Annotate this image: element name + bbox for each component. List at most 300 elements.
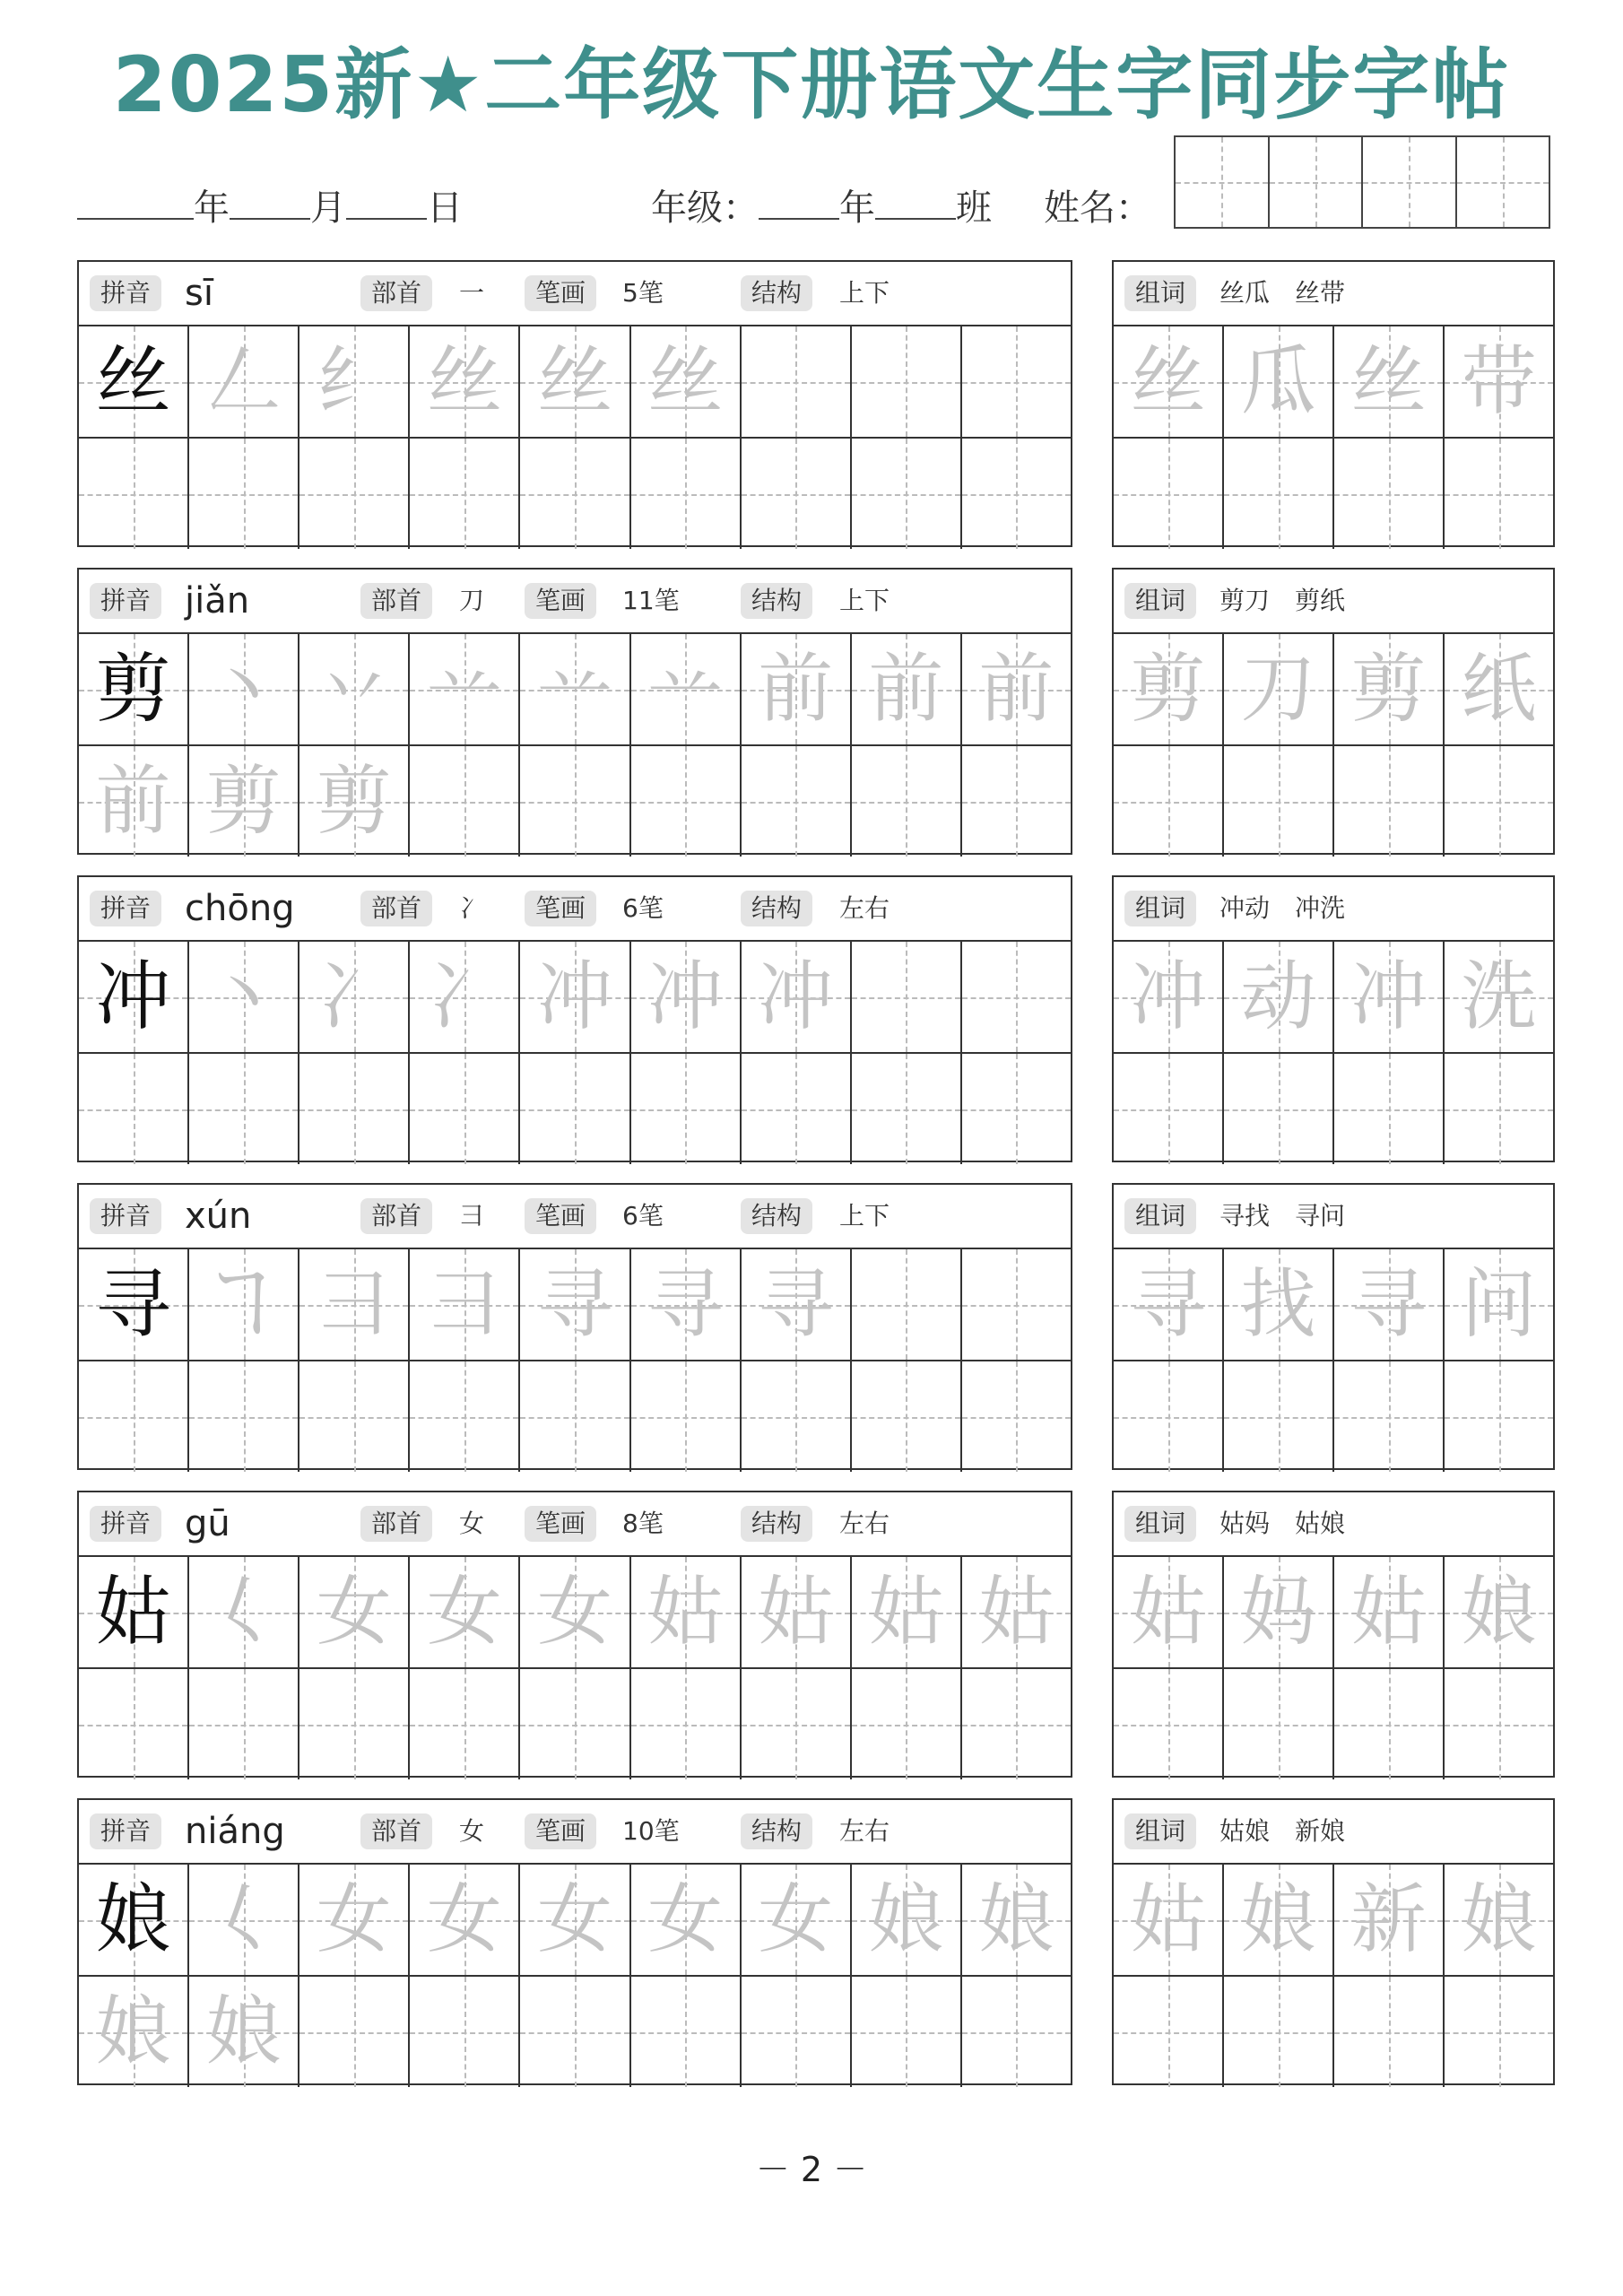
- writing-cell[interactable]: [299, 1669, 410, 1779]
- writing-cell[interactable]: [520, 634, 630, 744]
- writing-cell[interactable]: [1445, 1865, 1553, 1975]
- class-blank[interactable]: [875, 187, 956, 220]
- writing-cell[interactable]: [852, 634, 962, 744]
- writing-cell[interactable]: [189, 746, 299, 857]
- strokes-value: 6笔: [622, 1201, 664, 1231]
- writing-cell[interactable]: [1224, 942, 1334, 1052]
- writing-cell[interactable]: [1114, 1361, 1224, 1472]
- writing-cell[interactable]: [1445, 1557, 1553, 1667]
- class-label: 班: [956, 187, 992, 229]
- writing-cell[interactable]: [79, 439, 189, 549]
- writing-cell[interactable]: [299, 1054, 410, 1164]
- radical-tag: 部首: [360, 583, 432, 619]
- writing-cell[interactable]: [189, 942, 299, 1052]
- stroke-step-character: 女: [536, 1568, 612, 1656]
- stroke-step-character: 剪: [316, 757, 392, 845]
- day-blank[interactable]: [346, 187, 427, 220]
- radical-tag: 部首: [360, 1198, 432, 1234]
- writing-cell[interactable]: [852, 1557, 962, 1667]
- model-character: 寻: [95, 1260, 171, 1348]
- word-trace-character: 动: [1240, 952, 1316, 1040]
- word-grid-row: [1114, 1361, 1553, 1472]
- character-practice-block: [77, 260, 1072, 547]
- writing-cell[interactable]: [1224, 439, 1334, 549]
- writing-cell[interactable]: [410, 1977, 520, 2087]
- radical-value: 女: [459, 1509, 485, 1538]
- writing-cell[interactable]: [1334, 439, 1445, 549]
- writing-cell[interactable]: [1445, 1669, 1553, 1779]
- stroke-step-character: 䒑: [647, 645, 724, 733]
- writing-cell[interactable]: [962, 1557, 1071, 1667]
- stroke-step-character: 冫: [316, 952, 392, 1040]
- writing-cell[interactable]: [1224, 746, 1334, 857]
- word-grid-row: [1114, 1977, 1553, 2087]
- model-character: 冲: [95, 952, 171, 1040]
- writing-cell[interactable]: [299, 1249, 410, 1360]
- word-practice-block: [1112, 568, 1555, 855]
- writing-grid-row: [79, 1557, 1071, 1669]
- stroke-step-character: 冫: [426, 952, 502, 1040]
- writing-cell[interactable]: [1445, 942, 1553, 1052]
- writing-cell[interactable]: [1334, 1557, 1445, 1667]
- writing-cell[interactable]: [852, 439, 962, 549]
- writing-cell[interactable]: [742, 1977, 852, 2087]
- writing-cell[interactable]: [1114, 634, 1224, 744]
- writing-cell[interactable]: [1114, 439, 1224, 549]
- writing-cell[interactable]: [1224, 1669, 1334, 1779]
- writing-cell[interactable]: [631, 1977, 742, 2087]
- stroke-step-character: 前: [978, 645, 1055, 733]
- grade-label: 年级：: [651, 187, 759, 229]
- words-tag: 组词: [1124, 1813, 1196, 1849]
- words-info-row: [1114, 262, 1553, 326]
- word-trace-character: 剪: [1350, 645, 1427, 733]
- strokes-tag: 笔画: [525, 891, 596, 926]
- stroke-step-character: 女: [647, 1875, 724, 1963]
- structure-value: 上下: [839, 586, 890, 615]
- stroke-step-character: 娘: [868, 1875, 944, 1963]
- writing-cell[interactable]: [1114, 746, 1224, 857]
- writing-cell[interactable]: [1445, 1249, 1553, 1360]
- writing-cell[interactable]: [1445, 439, 1553, 549]
- writing-cell[interactable]: [189, 1865, 299, 1975]
- writing-cell[interactable]: [520, 1977, 630, 2087]
- writing-cell[interactable]: [1334, 1249, 1445, 1360]
- writing-cell[interactable]: [631, 942, 742, 1052]
- writing-cell[interactable]: [742, 634, 852, 744]
- stroke-step-character: 姑: [758, 1568, 834, 1656]
- words-value: 姑娘 新娘: [1219, 1816, 1346, 1846]
- strokes-tag: 笔画: [525, 275, 596, 311]
- word-trace-character: 丝: [1130, 337, 1206, 425]
- writing-cell[interactable]: [1114, 1249, 1224, 1360]
- writing-cell[interactable]: [742, 1865, 852, 1975]
- writing-cell[interactable]: [79, 326, 189, 437]
- writing-cell[interactable]: [520, 1249, 630, 1360]
- writing-cell[interactable]: [631, 326, 742, 437]
- writing-cell[interactable]: [410, 1054, 520, 1164]
- word-trace-character: 找: [1240, 1260, 1316, 1348]
- stroke-step-character: 前: [758, 645, 834, 733]
- word-trace-character: 问: [1461, 1260, 1537, 1348]
- radical-tag: 部首: [360, 1813, 432, 1849]
- writing-cell[interactable]: [852, 1054, 962, 1164]
- writing-cell[interactable]: [520, 1054, 630, 1164]
- stroke-step-character: 䒑: [426, 645, 502, 733]
- structure-tag: 结构: [741, 275, 812, 311]
- writing-cell[interactable]: [410, 1361, 520, 1472]
- writing-cell[interactable]: [299, 634, 410, 744]
- word-trace-character: 寻: [1130, 1260, 1206, 1348]
- writing-cell[interactable]: [189, 326, 299, 437]
- model-character: 剪: [95, 645, 171, 733]
- writing-cell[interactable]: [1445, 746, 1553, 857]
- grade-year-blank[interactable]: [759, 187, 839, 220]
- writing-cell[interactable]: [1334, 1977, 1445, 2087]
- writing-cell[interactable]: [852, 746, 962, 857]
- writing-cell[interactable]: [410, 326, 520, 437]
- writing-cell[interactable]: [1224, 1054, 1334, 1164]
- writing-cell[interactable]: [410, 942, 520, 1052]
- writing-cell[interactable]: [1114, 1977, 1224, 2087]
- writing-cell[interactable]: [1334, 942, 1445, 1052]
- writing-cell[interactable]: [520, 439, 630, 549]
- writing-cell[interactable]: [79, 1865, 189, 1975]
- writing-cell[interactable]: [410, 1669, 520, 1779]
- writing-cell[interactable]: [852, 1361, 962, 1472]
- writing-grid-row: [79, 1361, 1071, 1472]
- writing-cell[interactable]: [1334, 634, 1445, 744]
- writing-cell[interactable]: [299, 746, 410, 857]
- writing-cell[interactable]: [1334, 1865, 1445, 1975]
- writing-cell[interactable]: [299, 1557, 410, 1667]
- writing-cell[interactable]: [520, 326, 630, 437]
- writing-cell[interactable]: [189, 634, 299, 744]
- character-info-row: [79, 570, 1071, 634]
- words-info-row: [1114, 570, 1553, 634]
- structure-tag: 结构: [741, 1198, 812, 1234]
- writing-cell[interactable]: [631, 1249, 742, 1360]
- word-practice-block: [1112, 1183, 1555, 1470]
- writing-cell[interactable]: [79, 746, 189, 857]
- writing-cell[interactable]: [79, 942, 189, 1052]
- strokes-value: 6笔: [622, 893, 664, 923]
- writing-cell[interactable]: [520, 1669, 630, 1779]
- strokes-tag: 笔画: [525, 1813, 596, 1849]
- word-grid-row: [1114, 1669, 1553, 1779]
- stroke-step-character: 剪: [205, 757, 282, 845]
- writing-grid-row: [79, 1669, 1071, 1779]
- writing-cell[interactable]: [631, 1054, 742, 1164]
- writing-grid-row: [79, 1249, 1071, 1361]
- writing-cell[interactable]: [189, 1249, 299, 1360]
- stroke-step-character: 女: [316, 1568, 392, 1656]
- writing-cell[interactable]: [962, 1669, 1071, 1779]
- character-info-row: [79, 1185, 1071, 1249]
- word-grid-row: [1114, 942, 1553, 1054]
- stroke-step-character: 丝: [647, 337, 724, 425]
- stroke-step-character: 姑: [978, 1568, 1055, 1656]
- writing-grid-row: [79, 634, 1071, 746]
- stroke-step-character: 寻: [647, 1260, 724, 1348]
- word-grid-row: [1114, 634, 1553, 746]
- word-trace-character: 冲: [1350, 952, 1427, 1040]
- radical-value: 彐: [459, 1201, 485, 1231]
- word-trace-character: 新: [1350, 1875, 1427, 1963]
- writing-cell[interactable]: [962, 439, 1071, 549]
- stroke-step-character: 娘: [205, 1987, 282, 2075]
- writing-cell[interactable]: [1334, 746, 1445, 857]
- writing-cell[interactable]: [410, 1557, 520, 1667]
- pinyin-value: gū: [185, 1503, 230, 1544]
- stroke-step-character: 娘: [95, 1987, 171, 2075]
- writing-cell[interactable]: [189, 1054, 299, 1164]
- stroke-step-character: 丷: [316, 645, 392, 733]
- writing-cell[interactable]: [79, 1977, 189, 2087]
- writing-cell[interactable]: [1224, 326, 1334, 437]
- word-trace-character: 瓜: [1240, 337, 1316, 425]
- word-grid-row: [1114, 1865, 1553, 1977]
- writing-cell[interactable]: [1114, 326, 1224, 437]
- writing-grid-row: [79, 326, 1071, 439]
- stroke-step-character: 姑: [868, 1568, 944, 1656]
- writing-cell[interactable]: [742, 1557, 852, 1667]
- word-trace-character: 洗: [1461, 952, 1537, 1040]
- writing-cell[interactable]: [299, 1865, 410, 1975]
- name-box[interactable]: [1363, 137, 1457, 227]
- day-label: 日: [427, 187, 463, 229]
- word-trace-character: 带: [1461, 337, 1537, 425]
- radical-value: 女: [459, 1816, 485, 1846]
- writing-cell[interactable]: [852, 1865, 962, 1975]
- date-grade-name-line: [77, 179, 1151, 230]
- writing-cell[interactable]: [520, 1865, 630, 1975]
- writing-cell[interactable]: [742, 1361, 852, 1472]
- words-tag: 组词: [1124, 275, 1196, 311]
- writing-cell[interactable]: [1445, 634, 1553, 744]
- stroke-step-character: 丶: [205, 645, 282, 733]
- writing-cell[interactable]: [1334, 326, 1445, 437]
- writing-cell[interactable]: [852, 326, 962, 437]
- words-tag: 组词: [1124, 1198, 1196, 1234]
- writing-cell[interactable]: [1445, 1054, 1553, 1164]
- writing-cell[interactable]: [852, 1977, 962, 2087]
- writing-cell[interactable]: [742, 1249, 852, 1360]
- word-grid-row: [1114, 1557, 1553, 1669]
- writing-cell[interactable]: [189, 1361, 299, 1472]
- writing-cell[interactable]: [520, 1361, 630, 1472]
- writing-cell[interactable]: [742, 746, 852, 857]
- structure-value: 左右: [839, 1816, 890, 1846]
- writing-cell[interactable]: [520, 746, 630, 857]
- word-practice-block: [1112, 875, 1555, 1162]
- writing-cell[interactable]: [1224, 1361, 1334, 1472]
- writing-cell[interactable]: [962, 1054, 1071, 1164]
- stroke-step-character: ヿ: [205, 1260, 282, 1348]
- stroke-step-character: 冲: [647, 952, 724, 1040]
- writing-cell[interactable]: [631, 746, 742, 857]
- writing-cell[interactable]: [1224, 1557, 1334, 1667]
- word-trace-character: 丝: [1350, 337, 1427, 425]
- writing-cell[interactable]: [1224, 1865, 1334, 1975]
- name-box[interactable]: [1176, 137, 1270, 227]
- writing-cell[interactable]: [742, 1669, 852, 1779]
- grade-year-label: 年: [839, 187, 875, 229]
- writing-cell[interactable]: [962, 746, 1071, 857]
- writing-cell[interactable]: [1334, 1361, 1445, 1472]
- writing-cell[interactable]: [742, 942, 852, 1052]
- writing-cell[interactable]: [79, 1054, 189, 1164]
- writing-cell[interactable]: [742, 326, 852, 437]
- writing-cell[interactable]: [410, 439, 520, 549]
- words-info-row: [1114, 1185, 1553, 1249]
- writing-cell[interactable]: [962, 634, 1071, 744]
- stroke-step-character: 彐: [426, 1260, 502, 1348]
- strokes-value: 11笔: [622, 586, 680, 615]
- writing-grid-row: [79, 1977, 1071, 2087]
- writing-cell[interactable]: [631, 634, 742, 744]
- writing-cell[interactable]: [1224, 634, 1334, 744]
- words-tag: 组词: [1124, 1506, 1196, 1542]
- year-label: 年: [194, 187, 230, 229]
- writing-cell[interactable]: [79, 1249, 189, 1360]
- writing-cell[interactable]: [189, 1557, 299, 1667]
- pinyin-value: sī: [185, 273, 213, 314]
- writing-cell[interactable]: [742, 439, 852, 549]
- words-info-row: [1114, 1800, 1553, 1865]
- word-trace-character: 娘: [1461, 1568, 1537, 1656]
- year-blank[interactable]: [77, 187, 194, 220]
- stroke-step-character: 纟: [316, 337, 392, 425]
- writing-cell[interactable]: [189, 1977, 299, 2087]
- writing-cell[interactable]: [962, 1977, 1071, 2087]
- writing-cell[interactable]: [299, 942, 410, 1052]
- writing-cell[interactable]: [1334, 1669, 1445, 1779]
- words-value: 姑妈 姑娘: [1219, 1509, 1346, 1538]
- writing-cell[interactable]: [852, 942, 962, 1052]
- words-info-row: [1114, 1492, 1553, 1557]
- page-title: 2025新★二年级下册语文生字同步字帖: [112, 40, 1511, 130]
- writing-cell[interactable]: [962, 942, 1071, 1052]
- writing-cell[interactable]: [631, 439, 742, 549]
- pinyin-tag: 拼音: [90, 1198, 161, 1234]
- words-info-row: [1114, 877, 1553, 942]
- writing-cell[interactable]: [1114, 942, 1224, 1052]
- writing-cell[interactable]: [79, 634, 189, 744]
- writing-cell[interactable]: [1445, 1361, 1553, 1472]
- writing-cell[interactable]: [1224, 1977, 1334, 2087]
- name-writing-boxes[interactable]: [1174, 135, 1550, 229]
- radical-value: 冫: [459, 893, 485, 923]
- writing-cell[interactable]: [189, 439, 299, 549]
- writing-cell[interactable]: [631, 1557, 742, 1667]
- word-grid-row: [1114, 439, 1553, 549]
- stroke-step-character: 丶: [205, 952, 282, 1040]
- writing-cell[interactable]: [962, 1361, 1071, 1472]
- word-trace-character: 纸: [1461, 645, 1537, 733]
- writing-cell[interactable]: [1445, 326, 1553, 437]
- writing-cell[interactable]: [189, 1669, 299, 1779]
- month-label: 月: [310, 187, 346, 229]
- words-value: 剪刀 剪纸: [1219, 586, 1346, 615]
- strokes-tag: 笔画: [525, 1506, 596, 1542]
- radical-tag: 部首: [360, 891, 432, 926]
- character-practice-block: [77, 1183, 1072, 1470]
- writing-cell[interactable]: [299, 1977, 410, 2087]
- writing-cell[interactable]: [962, 326, 1071, 437]
- writing-cell[interactable]: [299, 326, 410, 437]
- writing-cell[interactable]: [410, 746, 520, 857]
- writing-cell[interactable]: [520, 942, 630, 1052]
- radical-tag: 部首: [360, 275, 432, 311]
- writing-cell[interactable]: [79, 1557, 189, 1667]
- writing-cell[interactable]: [1114, 1669, 1224, 1779]
- word-practice-block: [1112, 1798, 1555, 2085]
- radical-value: 一: [459, 278, 485, 308]
- writing-cell[interactable]: [852, 1249, 962, 1360]
- writing-cell[interactable]: [631, 1361, 742, 1472]
- writing-grid-row: [79, 1054, 1071, 1164]
- stroke-step-character: 䒑: [536, 645, 612, 733]
- writing-cell[interactable]: [1224, 1249, 1334, 1360]
- words-tag: 组词: [1124, 891, 1196, 926]
- stroke-step-character: 女: [316, 1875, 392, 1963]
- writing-cell[interactable]: [410, 1865, 520, 1975]
- structure-tag: 结构: [741, 891, 812, 926]
- pinyin-value: chōng: [185, 888, 295, 929]
- name-box[interactable]: [1270, 137, 1364, 227]
- stroke-step-character: 彐: [316, 1260, 392, 1348]
- structure-tag: 结构: [741, 583, 812, 619]
- stroke-step-character: 娘: [978, 1875, 1055, 1963]
- strokes-value: 8笔: [622, 1509, 664, 1538]
- word-trace-character: 姑: [1350, 1568, 1427, 1656]
- writing-cell[interactable]: [1114, 1054, 1224, 1164]
- words-value: 丝瓜 丝带: [1219, 278, 1346, 308]
- writing-cell[interactable]: [1334, 1054, 1445, 1164]
- writing-cell[interactable]: [520, 1557, 630, 1667]
- words-value: 冲动 冲洗: [1219, 893, 1346, 923]
- writing-cell[interactable]: [1114, 1865, 1224, 1975]
- writing-cell[interactable]: [299, 439, 410, 549]
- writing-cell[interactable]: [299, 1361, 410, 1472]
- writing-cell[interactable]: [852, 1669, 962, 1779]
- writing-cell[interactable]: [631, 1865, 742, 1975]
- stroke-step-character: 冲: [536, 952, 612, 1040]
- writing-cell[interactable]: [79, 1669, 189, 1779]
- character-info-row: [79, 262, 1071, 326]
- word-grid-row: [1114, 746, 1553, 857]
- word-trace-character: 姑: [1130, 1568, 1206, 1656]
- writing-cell[interactable]: [1445, 1977, 1553, 2087]
- stroke-step-character: 𡿨: [205, 1568, 282, 1656]
- writing-cell[interactable]: [79, 1361, 189, 1472]
- writing-cell[interactable]: [742, 1054, 852, 1164]
- name-box[interactable]: [1457, 137, 1549, 227]
- writing-cell[interactable]: [962, 1865, 1071, 1975]
- radical-tag: 部首: [360, 1506, 432, 1542]
- writing-grid-row: [79, 1865, 1071, 1977]
- writing-cell[interactable]: [631, 1669, 742, 1779]
- writing-cell[interactable]: [962, 1249, 1071, 1360]
- writing-cell[interactable]: [410, 634, 520, 744]
- writing-cell[interactable]: [410, 1249, 520, 1360]
- stroke-step-character: 女: [536, 1875, 612, 1963]
- stroke-step-character: 女: [426, 1568, 502, 1656]
- writing-cell[interactable]: [1114, 1557, 1224, 1667]
- pinyin-tag: 拼音: [90, 1813, 161, 1849]
- month-blank[interactable]: [230, 187, 310, 220]
